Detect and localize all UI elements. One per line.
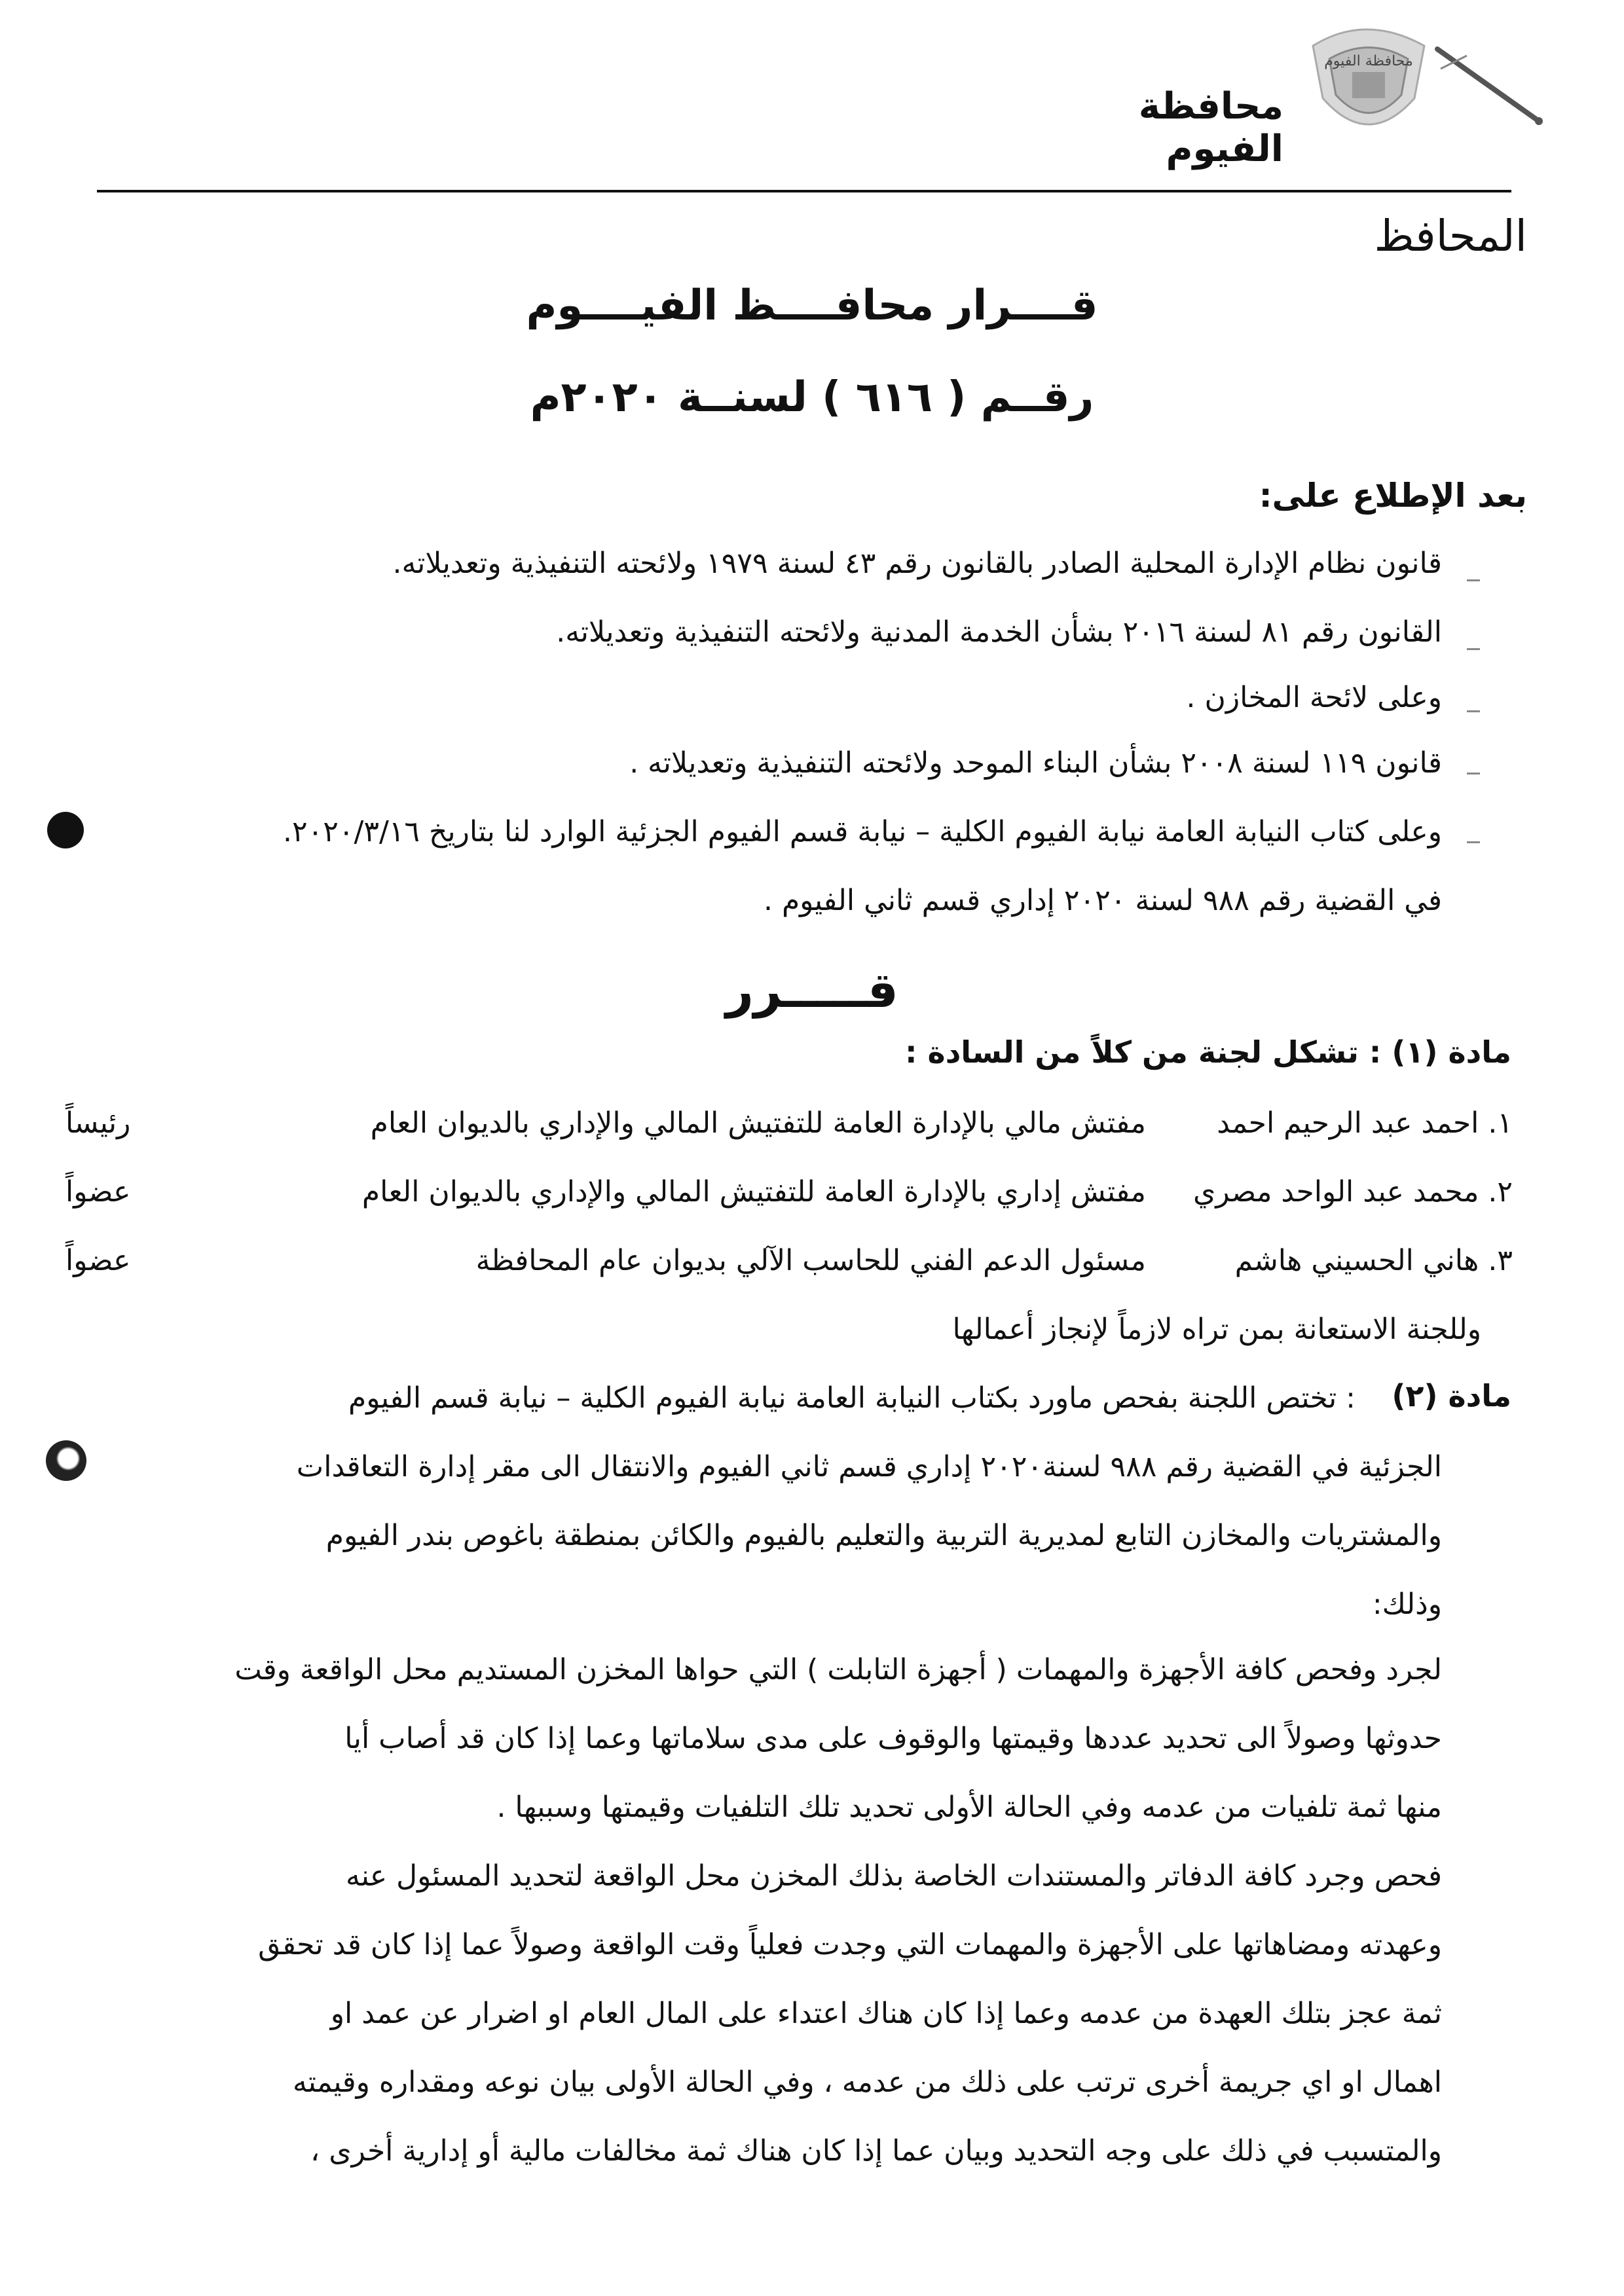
organization-name: محافظة الفيوم <box>1138 85 1283 170</box>
decides-heading: قـــــرر <box>726 962 898 1019</box>
committee-member-row <box>65 1106 1513 1152</box>
decree-title: قــــرار محافــــظ الفيــــوم <box>526 282 1098 330</box>
punch-hole <box>46 1440 86 1481</box>
article-2-paragraph-line: ثمة عجز بتلك العهدة من عدمه وعما إذا كان هناك اعتداء على المال العام او اضرار عن عمد او <box>330 1997 1442 2030</box>
punch-hole <box>47 812 84 848</box>
list-dash <box>1467 648 1480 650</box>
preamble-item: قانون ١١٩ لسنة ٢٠٠٨ بشأن البناء الموحد ولائحته التنفيذية وتعديلاته . <box>629 746 1442 780</box>
member-position: مفتش مالي بالإدارة العامة للتفتيش المالي والإداري بالديوان العام <box>370 1106 1146 1140</box>
member-position: مسئول الدعم الفني للحاسب الآلي بديوان عام المحافظة <box>475 1244 1146 1277</box>
article-2-paragraph-line: والمتسبب في ذلك على وجه التحديد وبيان عما إذا كان هناك ثمة مخالفات مالية أو إدارية أخرى ، <box>310 2134 1442 2168</box>
preamble-item: قانون نظام الإدارة المحلية الصادر بالقانون رقم ٤٣ لسنة ١٩٧٩ ولائحته التنفيذية وتعديلاته. <box>392 547 1442 580</box>
member-role: عضواً <box>65 1244 131 1277</box>
article-2-label: مادة (٢) <box>1392 1378 1511 1413</box>
article-2-line: الجزئية في القضية رقم ٩٨٨ لسنة٢٠٢٠ إداري قسم ثاني الفيوم والانتقال الى مقر إدارة التعاقدات <box>296 1450 1442 1484</box>
article-2-paragraph-line: منها ثمة تلفيات من عدمه وفي الحالة الأولى تحديد تلك التلفيات وقيمتها وسببها . <box>496 1791 1442 1824</box>
preamble-heading: بعد الإطلاع على: <box>1259 477 1527 515</box>
article-2-paragraph-line: اهمال او اي جريمة أخرى ترتب على ذلك من عدمه ، وفي الحالة الأولى بيان نوعه ومقداره وقيمته <box>292 2066 1442 2099</box>
committee-member-row <box>65 1175 1513 1221</box>
preamble-item: القانون رقم ٨١ لسنة ٢٠١٦ بشأن الخدمة المدنية ولائحته التنفيذية وتعديلاته. <box>556 615 1442 649</box>
list-dash <box>1467 841 1480 843</box>
article-2-paragraph-line: فحص وجرد كافة الدفاتر والمستندات الخاصة بذلك المخزن محل الواقعة لتحديد المسئول عنه <box>346 1859 1442 1893</box>
list-dash <box>1467 710 1480 712</box>
article-2-paragraph-line: وعهدته ومضاهاتها على الأجهزة والمهمات التي وجدت فعلياً وقت الواقعة وصولاً عما إذا كان قد تحقق <box>258 1928 1442 1961</box>
article-2-paragraph-line: لجرد وفحص كافة الأجهزة والمهمات ( أجهزة التابلت ) التي حواها المخزن المستديم محل الواقعة وقت <box>234 1653 1442 1686</box>
preamble-item: وعلى لائحة المخازن . <box>1186 681 1442 714</box>
office-title: المحافظ <box>1374 211 1527 261</box>
list-dash <box>1467 579 1480 581</box>
preamble-continuation: في القضية رقم ٩٨٨ لسنة ٢٠٢٠ إداري قسم ثاني الفيوم . <box>763 884 1442 917</box>
member-name: ٣. هاني الحسيني هاشم <box>1234 1244 1513 1277</box>
member-position: مفتش إداري بالإدارة العامة للتفتيش المالي والإداري بالديوان العام <box>361 1175 1146 1209</box>
seal-text: محافظة الفيوم <box>1324 53 1413 69</box>
article-2-paragraph-line: حدوثها وصولاً الى تحديد عددها وقيمتها والوقوف على مدى سلاماتها وعما إذا كان قد أصاب أيا <box>344 1722 1442 1755</box>
header-divider <box>97 190 1511 192</box>
committee-member-row <box>65 1244 1513 1290</box>
list-dash <box>1467 773 1480 774</box>
decree-number: رقــم ( ٦١٦ ) لسنــة ٢٠٢٠م <box>530 373 1094 422</box>
article-2-line: وذلك: <box>1372 1588 1442 1621</box>
article-2-line: : تختص اللجنة بفحص ماورد بكتاب النيابة العامة نيابة الفيوم الكلية – نيابة قسم الفيوم <box>348 1381 1356 1415</box>
member-role: عضواً <box>65 1175 131 1209</box>
preamble-item: وعلى كتاب النيابة العامة نيابة الفيوم الكلية – نيابة قسم الفيوم الجزئية الوارد لنا بتاريخ ٢٠٢٠/٣/١٦. <box>282 815 1442 848</box>
member-role: رئيساً <box>65 1106 131 1140</box>
quill-pen-icon <box>1428 36 1552 134</box>
member-name: ١. احمد عبد الرحيم احمد <box>1217 1106 1513 1140</box>
article-1-heading: مادة (١) : تشكل لجنة من كلاً من السادة : <box>905 1034 1511 1070</box>
article-2-line: والمشتريات والمخازن التابع لمديرية التربية والتعليم بالفيوم والكائن بمنطقة باغوص بندر الفيوم <box>325 1519 1442 1552</box>
governorate-seal-icon <box>1300 20 1437 151</box>
member-name: ٢. محمد عبد الواحد مصري <box>1192 1175 1513 1209</box>
committee-note: وللجنة الاستعانة بمن تراه لازماً لإنجاز أعمالها <box>952 1313 1481 1346</box>
